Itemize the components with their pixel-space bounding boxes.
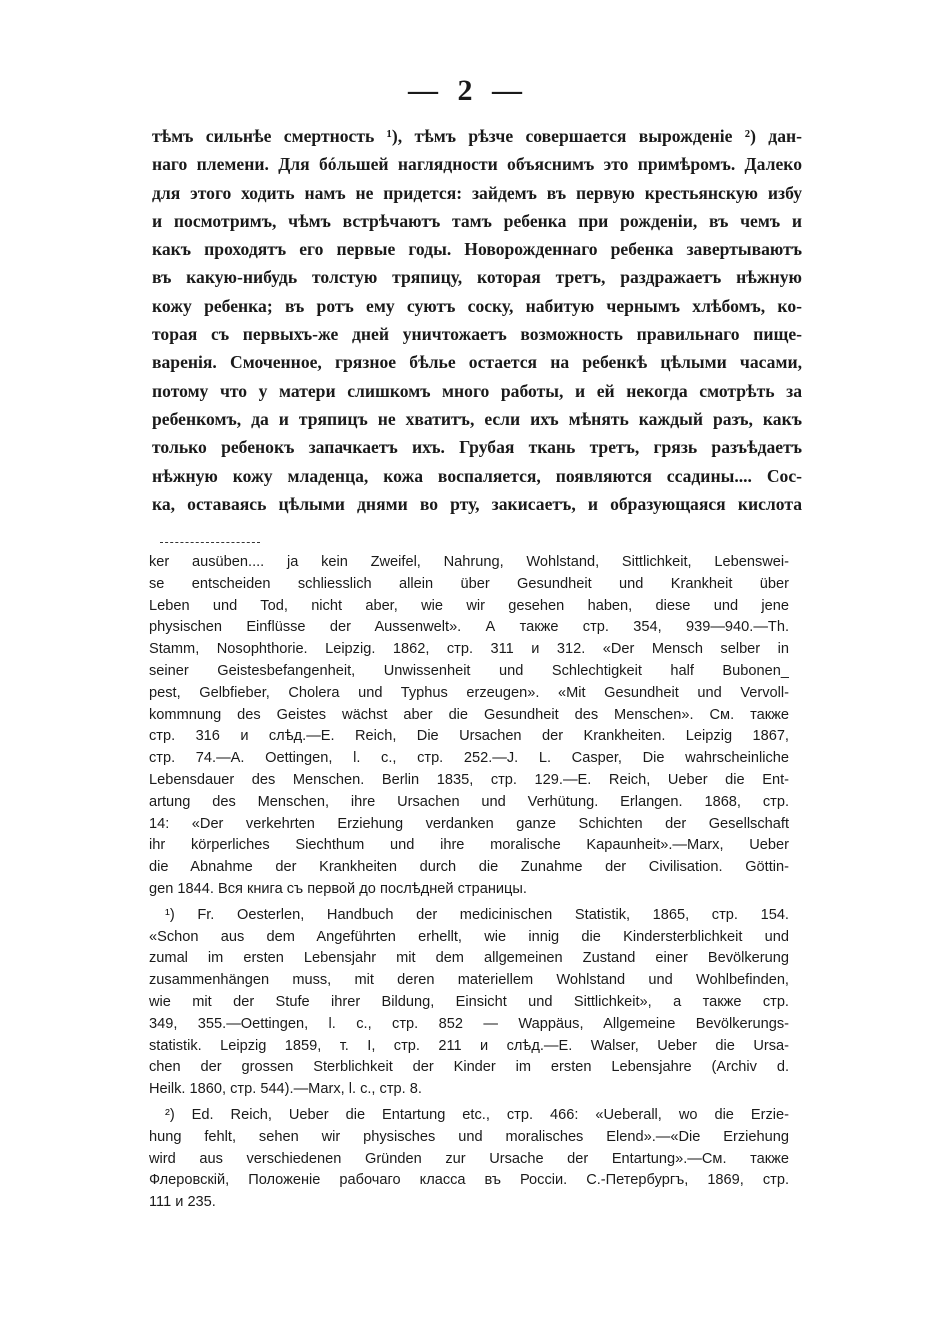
footnote-line: стр. 316 и слѣд.—E. Reich, Die Ursachen der Krankheiten. Leipzig 1867, xyxy=(149,728,789,745)
body-line: ка, оставаясь цѣлыми днями во рту, закисаетъ, и образующаяся кислота xyxy=(152,493,802,514)
footnote-2 xyxy=(149,1105,789,1214)
footnote-line: die Abnahme der Krankheiten durch die Zunahme der Civilisation. Göttin- xyxy=(149,859,789,876)
footnote-line: gen 1844. Вся книга съ первой до послѣдней страницы. xyxy=(149,880,527,897)
footnote-line: ²) Ed. Reich, Ueber die Entartung etc., стр. 466: «Ueberall, wo die Erzie- xyxy=(165,1106,789,1123)
body-line: и посмотримъ, чѣмъ встрѣчаютъ тамъ ребенка при рожденіи, въ чемъ и xyxy=(152,210,802,231)
footnote-line: physischen Einflüsse der Aussenwelt». А также стр. 354, 939—940.—Th. xyxy=(149,619,789,636)
body-line: варенія. Смоченное, грязное бѣлье остается на ребенкѣ цѣлыми часами, xyxy=(152,352,802,373)
footnote-line: 14: «Der verkehrten Erziehung verdanken ganze Schichten der Gesellschaft xyxy=(149,815,789,832)
body-line: тѣмъ сильнѣе смертность ¹), тѣмъ рѣзче совершается вырожденіе ²) дан- xyxy=(152,126,802,146)
body-line: какъ проходятъ его первые годы. Новорожденнаго ребенка завертываютъ xyxy=(152,239,802,260)
footnote-line: ker ausüben.... ja kein Zweifel, Nahrung, Wohlstand, Sittlichkeit, Lebenswei- xyxy=(149,554,789,570)
footnote-line: zumal im ersten Lebensjahr mit dem allgemeinen Zustand einer Bevölkerung xyxy=(149,950,789,967)
footnote-line: Stamm, Nosophthorie. Leipzig. 1862, стр. 311 и 312. «Der Mensch selber in xyxy=(149,641,789,658)
footnote-line: ¹) Fr. Oesterlen, Handbuch der medicinischen Statistik, 1865, стр. 154. xyxy=(165,906,789,923)
body-line: только ребенокъ запачкаетъ ихъ. Грубая ткань третъ, грязь разъѣдаетъ xyxy=(152,437,802,458)
footnote-1 xyxy=(149,905,789,1101)
body-line: ребенкомъ, да и тряпицъ не хватитъ, если ихъ мѣнять каждый разъ, какъ xyxy=(152,408,802,429)
footnote-line: hung fehlt, sehen wir physisches und moralisches Elend».—«Die Erziehung xyxy=(149,1128,789,1145)
footnote-line: ihr körperliches Siechthum und ihre moralische Kapaunheit».—Marx, Ueber xyxy=(149,837,789,854)
body-line: наго племени. Для бóльшей наглядности объяснимъ это примѣромъ. Далеко xyxy=(152,154,802,175)
footnote-line: wird aus verschiedenen Gründen zur Ursache der Entartung».—См. также xyxy=(149,1150,789,1167)
body-line: для этого ходить намъ не придется: зайдемъ въ первую крестьянскую избу xyxy=(152,182,802,203)
footnote-line: Leben und Tod, nicht aber, wie wir gesehen haben, diese und jene xyxy=(149,597,789,614)
body-line: нѣжную кожу младенца, кожа воспаляется, появляются ссадины.... Сос- xyxy=(152,465,802,486)
footnote-line: Lebensdauer des Menschen. Berlin 1835, стр. 129.—E. Reich, Ueber die Ent- xyxy=(149,771,789,788)
footnotes-section xyxy=(149,552,789,1214)
footnote-line: wie mit der Stufe ihrer Bildung, Einsicht und Sittlichkeit», а также стр. xyxy=(149,993,789,1010)
footnote-line: kommnung des Geistes wächst aber die Gesundheit des Menschen». См. также xyxy=(149,706,789,723)
page-number: — 2 — xyxy=(408,74,528,107)
footnote-continuation xyxy=(149,552,789,901)
footnote-line: statistik. Leipzig 1859, т. I, стр. 211 и слѣд.—E. Walser, Ueber die Ursa- xyxy=(149,1037,789,1054)
footnote-line: artung des Menschen, ihre Ursachen und Verhütung. Erlangen. 1868, стр. xyxy=(149,793,789,810)
footnote-line: Heilk. 1860, стр. 544).—Marx, l. c., стр. 8. xyxy=(149,1081,422,1098)
footnote-line: pest, Gelbfieber, Cholera und Typhus erzeugen». «Mit Gesundheit und Vervoll- xyxy=(149,684,789,701)
body-line: кожу ребенка; въ ротъ ему суютъ соску, набитую чернымъ хлѣбомъ, ко- xyxy=(152,295,802,316)
footnote-line: seiner Geistesbefangenheit, Unwissenheit und Schlechtigkeit half Bubonen_ xyxy=(149,662,789,679)
footnote-line: se entscheiden schliesslich allein über Gesundheit und Krankheit über xyxy=(149,575,789,592)
footnote-line: «Schon aus dem Angeführten erhellt, wie innig die Kindersterblichkeit und xyxy=(149,928,789,945)
body-line: въ какую-нибудь толстую тряпицу, которая третъ, раздражаетъ нѣжную xyxy=(152,267,802,288)
body-line: торая съ первыхъ-же дней уничтожаетъ возможность правильнаго пище- xyxy=(152,324,802,345)
body-line: потому что у матери слишкомъ много работы, и ей некогда смотрѣть за xyxy=(152,380,802,401)
footnote-line: 111 и 235. xyxy=(149,1194,216,1211)
footnote-line: zusammenhängen muss, mit deren materiellem Wohlstand und Wohlbefinden, xyxy=(149,972,789,989)
footnote-line: 349, 355.—Oettingen, l. c., стр. 852 — Wappäus, Allgemeine Bevölkerungs- xyxy=(149,1015,789,1032)
footnote-line: Флеровскій, Положеніе рабочаго класса въ Россіи. С.-Петербургъ, 1869, стр. xyxy=(149,1172,789,1189)
footnote-line: chen der grossen Sterblichkeit der Kinder im ersten Lebensjahre (Archiv d. xyxy=(149,1059,789,1076)
main-body-text xyxy=(152,122,802,518)
footnote-divider xyxy=(160,542,260,543)
footnote-line: стр. 74.—A. Oettingen, l. c., стр. 252.—J. L. Casper, Die wahrscheinliche xyxy=(149,750,789,767)
